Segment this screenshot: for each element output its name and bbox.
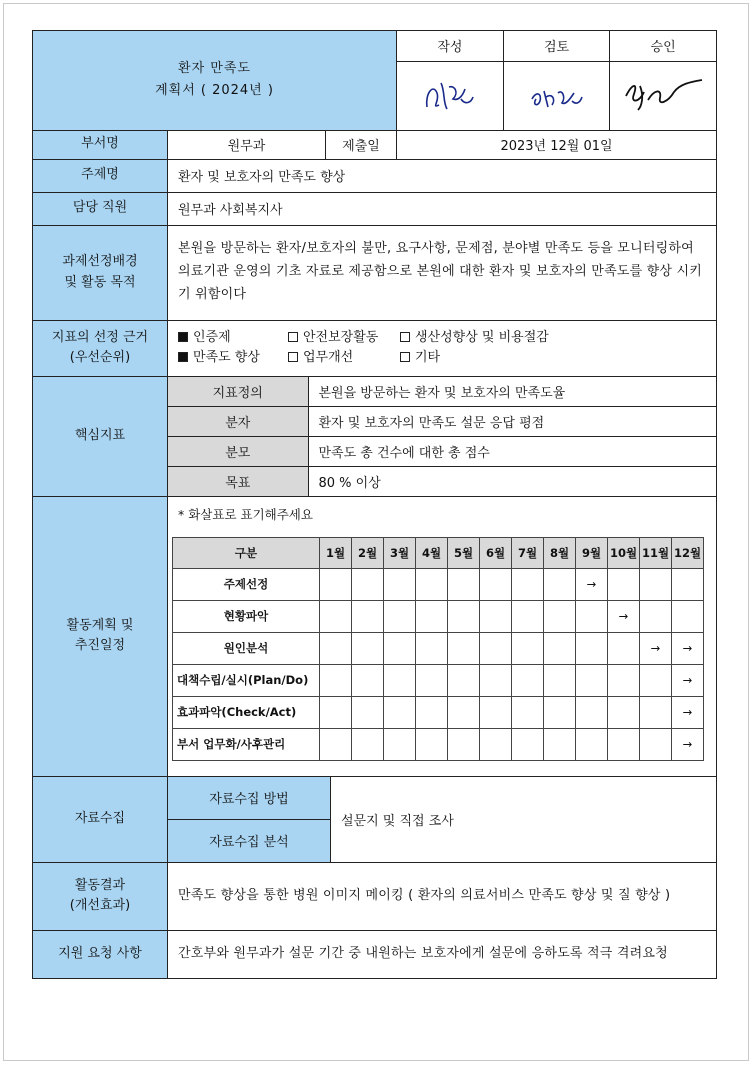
schedule-row bbox=[173, 600, 704, 632]
schedule-cell bbox=[544, 600, 576, 632]
schedule-row bbox=[173, 664, 704, 696]
schedule-cell bbox=[608, 632, 640, 664]
schedule-cell bbox=[416, 696, 448, 728]
background-label bbox=[33, 225, 168, 320]
checkbox-other[interactable] bbox=[400, 352, 410, 362]
schedule-task-label: 효과파악(Check/Act) bbox=[173, 696, 320, 728]
schedule-cell bbox=[320, 600, 352, 632]
basis-options bbox=[168, 320, 717, 376]
schedule-cell bbox=[448, 600, 480, 632]
schedule-cell bbox=[384, 728, 416, 760]
approval-box bbox=[397, 31, 717, 131]
plan-label-line-1: 활동계획 및 bbox=[66, 617, 134, 633]
schedule-row bbox=[173, 696, 704, 728]
schedule-cell bbox=[640, 664, 672, 696]
schedule-cell bbox=[640, 568, 672, 600]
schedule-cell bbox=[352, 728, 384, 760]
schedule-cell: → bbox=[672, 664, 704, 696]
schedule-cell bbox=[352, 696, 384, 728]
schedule-row bbox=[173, 728, 704, 760]
result-label-line-1: 활동결과 bbox=[74, 877, 126, 893]
schedule-cell bbox=[352, 664, 384, 696]
month-header: 6월 bbox=[480, 537, 512, 568]
schedule-body bbox=[173, 568, 704, 760]
plan-schedule-block bbox=[168, 496, 717, 776]
title-line-2: 계획서 ( 2024년 ) bbox=[155, 83, 274, 99]
result-text: 만족도 향상을 통한 병원 이미지 메이킹 ( 환자의 의료서비스 만족도 향상 및 질 향상 ) bbox=[168, 862, 717, 930]
checkbox-work-improvement[interactable] bbox=[288, 352, 298, 362]
approval-label-write: 작성 bbox=[397, 31, 503, 61]
staff-label: 담당 직원 bbox=[33, 192, 168, 225]
schedule-cell bbox=[640, 600, 672, 632]
month-header: 12월 bbox=[672, 537, 704, 568]
schedule-cell bbox=[512, 728, 544, 760]
result-label-line-2: (개선효과) bbox=[69, 898, 131, 913]
month-header: 4월 bbox=[416, 537, 448, 568]
basis-option-label: 업무개선 bbox=[303, 350, 354, 365]
schedule-cell bbox=[512, 664, 544, 696]
schedule-cell bbox=[544, 664, 576, 696]
schedule-cell bbox=[416, 728, 448, 760]
schedule-cell bbox=[640, 728, 672, 760]
signature-mark-1 bbox=[415, 69, 485, 119]
plan-label bbox=[33, 496, 168, 776]
schedule-cell bbox=[544, 568, 576, 600]
month-header: 9월 bbox=[576, 537, 608, 568]
collection-value: 설문지 및 직접 조사 bbox=[331, 776, 717, 862]
form-title bbox=[33, 31, 397, 131]
month-header: 5월 bbox=[448, 537, 480, 568]
basis-option-label: 인증제 bbox=[193, 329, 231, 345]
schedule-cell bbox=[448, 696, 480, 728]
plan-label-line-2: 추진일정 bbox=[74, 638, 126, 653]
signature-mark-3 bbox=[618, 66, 708, 121]
month-header: 10월 bbox=[608, 537, 640, 568]
topic-value: 환자 및 보호자의 만족도 향상 bbox=[168, 159, 717, 192]
schedule-cell bbox=[320, 664, 352, 696]
schedule-cell: → bbox=[672, 632, 704, 664]
indicator-row-label: 목표 bbox=[168, 466, 308, 496]
month-header: 2월 bbox=[352, 537, 384, 568]
date-value: 2023년 12월 01일 bbox=[397, 130, 717, 159]
indicator-label: 핵심지표 bbox=[33, 376, 168, 496]
dept-value: 원무과 bbox=[168, 130, 326, 159]
schedule-task-label: 현황파악 bbox=[173, 600, 320, 632]
indicator-row-label: 지표정의 bbox=[168, 377, 308, 407]
indicator-table bbox=[168, 377, 716, 496]
schedule-cell bbox=[448, 728, 480, 760]
schedule-cell bbox=[448, 664, 480, 696]
basis-option-productivity[interactable] bbox=[400, 328, 549, 348]
schedule-cell bbox=[352, 632, 384, 664]
schedule-cell bbox=[320, 696, 352, 728]
schedule-header-row bbox=[173, 537, 704, 568]
date-label: 제출일 bbox=[326, 130, 397, 159]
schedule-cell bbox=[416, 632, 448, 664]
schedule-cell: → bbox=[672, 696, 704, 728]
schedule-cell bbox=[480, 664, 512, 696]
basis-label-line-1: 지표의 선정 근거 bbox=[51, 329, 149, 345]
signature-approve bbox=[610, 61, 716, 130]
collection-method-label: 자료수집 방법 bbox=[168, 777, 330, 820]
schedule-cell: → bbox=[576, 568, 608, 600]
collection-label: 자료수집 bbox=[33, 776, 168, 862]
schedule-cell bbox=[480, 728, 512, 760]
basis-option-label: 만족도 향상 bbox=[193, 350, 260, 365]
schedule-cell: → bbox=[640, 632, 672, 664]
plan-note: * 화살표로 표기해주세요 bbox=[178, 506, 313, 522]
schedule-cell bbox=[608, 696, 640, 728]
support-label: 지원 요청 사항 bbox=[33, 930, 168, 978]
schedule-cell: → bbox=[672, 728, 704, 760]
schedule-cell bbox=[416, 600, 448, 632]
background-text: 본원을 방문하는 환자/보호자의 불만, 요구사항, 문제점, 분야별 만족도 등을 모니터링하여 의료기관 운영의 기초 자료로 제공함으로 본원에 대한 환자 및 보호자의 만족도를 향상 시키기 위함이다 bbox=[168, 225, 717, 320]
basis-option-label: 안전보장활동 bbox=[303, 329, 379, 345]
schedule-cell bbox=[416, 664, 448, 696]
schedule-cell bbox=[320, 632, 352, 664]
schedule-cell bbox=[352, 600, 384, 632]
schedule-cell bbox=[480, 568, 512, 600]
month-header: 8월 bbox=[544, 537, 576, 568]
collection-sub-table bbox=[168, 777, 330, 862]
basis-option-certification[interactable] bbox=[178, 328, 288, 348]
schedule-cell bbox=[512, 568, 544, 600]
schedule-cell bbox=[480, 632, 512, 664]
schedule-cell bbox=[352, 568, 384, 600]
schedule-cell bbox=[608, 728, 640, 760]
topic-label: 주제명 bbox=[33, 159, 168, 192]
schedule-cell bbox=[512, 632, 544, 664]
schedule-cell: → bbox=[608, 600, 640, 632]
basis-option-label: 생산성향상 및 비용절감 bbox=[415, 329, 549, 345]
schedule-row bbox=[173, 568, 704, 600]
schedule-cell bbox=[576, 664, 608, 696]
schedule-cell bbox=[384, 600, 416, 632]
schedule-task-label: 원인분석 bbox=[173, 632, 320, 664]
indicator-row-value: 환자 및 보호자의 만족도 설문 응답 평점 bbox=[308, 406, 716, 436]
basis-option-other[interactable] bbox=[400, 348, 440, 368]
schedule-cell bbox=[576, 728, 608, 760]
checkbox-satisfaction[interactable] bbox=[178, 352, 188, 362]
indicator-row-value: 본원을 방문하는 환자 및 보호자의 만족도율 bbox=[308, 377, 716, 407]
basis-option-work-improvement[interactable] bbox=[288, 348, 400, 368]
basis-label-line-2: (우선순위) bbox=[69, 350, 131, 365]
basis-option-safety[interactable] bbox=[288, 328, 400, 348]
checkbox-productivity[interactable] bbox=[400, 332, 410, 342]
staff-value: 원무과 사회복지사 bbox=[168, 192, 717, 225]
dept-label: 부서명 bbox=[33, 130, 168, 159]
schedule-cell bbox=[576, 696, 608, 728]
schedule-task-label: 대책수립/실시(Plan/Do) bbox=[173, 664, 320, 696]
schedule-cell bbox=[384, 664, 416, 696]
signature-review bbox=[503, 61, 609, 130]
month-header: 11월 bbox=[640, 537, 672, 568]
schedule-cell bbox=[640, 696, 672, 728]
collection-sub-labels bbox=[168, 776, 331, 862]
schedule-cell bbox=[672, 600, 704, 632]
checkbox-certification[interactable] bbox=[178, 332, 188, 342]
schedule-cell bbox=[608, 568, 640, 600]
schedule-cell bbox=[544, 728, 576, 760]
schedule-task-label: 부서 업무화/사후관리 bbox=[173, 728, 320, 760]
schedule-cell bbox=[384, 696, 416, 728]
indicator-row-label: 분자 bbox=[168, 406, 308, 436]
schedule-task-label: 주제선정 bbox=[173, 568, 320, 600]
schedule-cell bbox=[384, 568, 416, 600]
title-line-1: 환자 만족도 bbox=[178, 61, 251, 77]
indicator-row-label: 분모 bbox=[168, 436, 308, 466]
basis-option-satisfaction[interactable] bbox=[178, 348, 288, 368]
background-label-line-1: 과제선정배경 bbox=[62, 254, 138, 270]
signature-mark-2 bbox=[522, 69, 592, 119]
indicator-row-value: 80 % 이상 bbox=[308, 466, 716, 496]
schedule-cell bbox=[512, 600, 544, 632]
background-label-line-2: 및 활동 목적 bbox=[64, 274, 136, 290]
schedule-row bbox=[173, 632, 704, 664]
schedule-table bbox=[172, 537, 704, 761]
schedule-cell bbox=[544, 696, 576, 728]
schedule-cell bbox=[576, 600, 608, 632]
schedule-cell bbox=[608, 664, 640, 696]
signature-write bbox=[397, 61, 503, 130]
schedule-cell bbox=[448, 632, 480, 664]
schedule-cell bbox=[672, 568, 704, 600]
schedule-cell bbox=[512, 696, 544, 728]
schedule-header-label: 구분 bbox=[173, 537, 320, 568]
support-text: 간호부와 원무과가 설문 기간 중 내원하는 보호자에게 설문에 응하도록 적극 격려요청 bbox=[168, 930, 717, 978]
collection-analysis-label: 자료수집 분석 bbox=[168, 819, 330, 862]
schedule-cell bbox=[416, 568, 448, 600]
schedule-cell bbox=[576, 632, 608, 664]
approval-label-approve: 승인 bbox=[610, 31, 716, 61]
schedule-cell bbox=[320, 568, 352, 600]
plan-form bbox=[32, 30, 717, 979]
schedule-cell bbox=[320, 728, 352, 760]
schedule-cell bbox=[480, 696, 512, 728]
schedule-cell bbox=[384, 632, 416, 664]
month-header: 7월 bbox=[512, 537, 544, 568]
checkbox-safety[interactable] bbox=[288, 332, 298, 342]
schedule-cell bbox=[480, 600, 512, 632]
basis-label bbox=[33, 320, 168, 376]
result-label bbox=[33, 862, 168, 930]
indicator-row-value: 만족도 총 건수에 대한 총 점수 bbox=[308, 436, 716, 466]
schedule-cell bbox=[448, 568, 480, 600]
approval-table bbox=[397, 31, 716, 130]
approval-label-review: 검토 bbox=[503, 31, 609, 61]
month-header: 3월 bbox=[384, 537, 416, 568]
schedule-cell bbox=[544, 632, 576, 664]
basis-option-label: 기타 bbox=[415, 350, 441, 365]
indicator-block bbox=[168, 376, 717, 496]
month-header: 1월 bbox=[320, 537, 352, 568]
